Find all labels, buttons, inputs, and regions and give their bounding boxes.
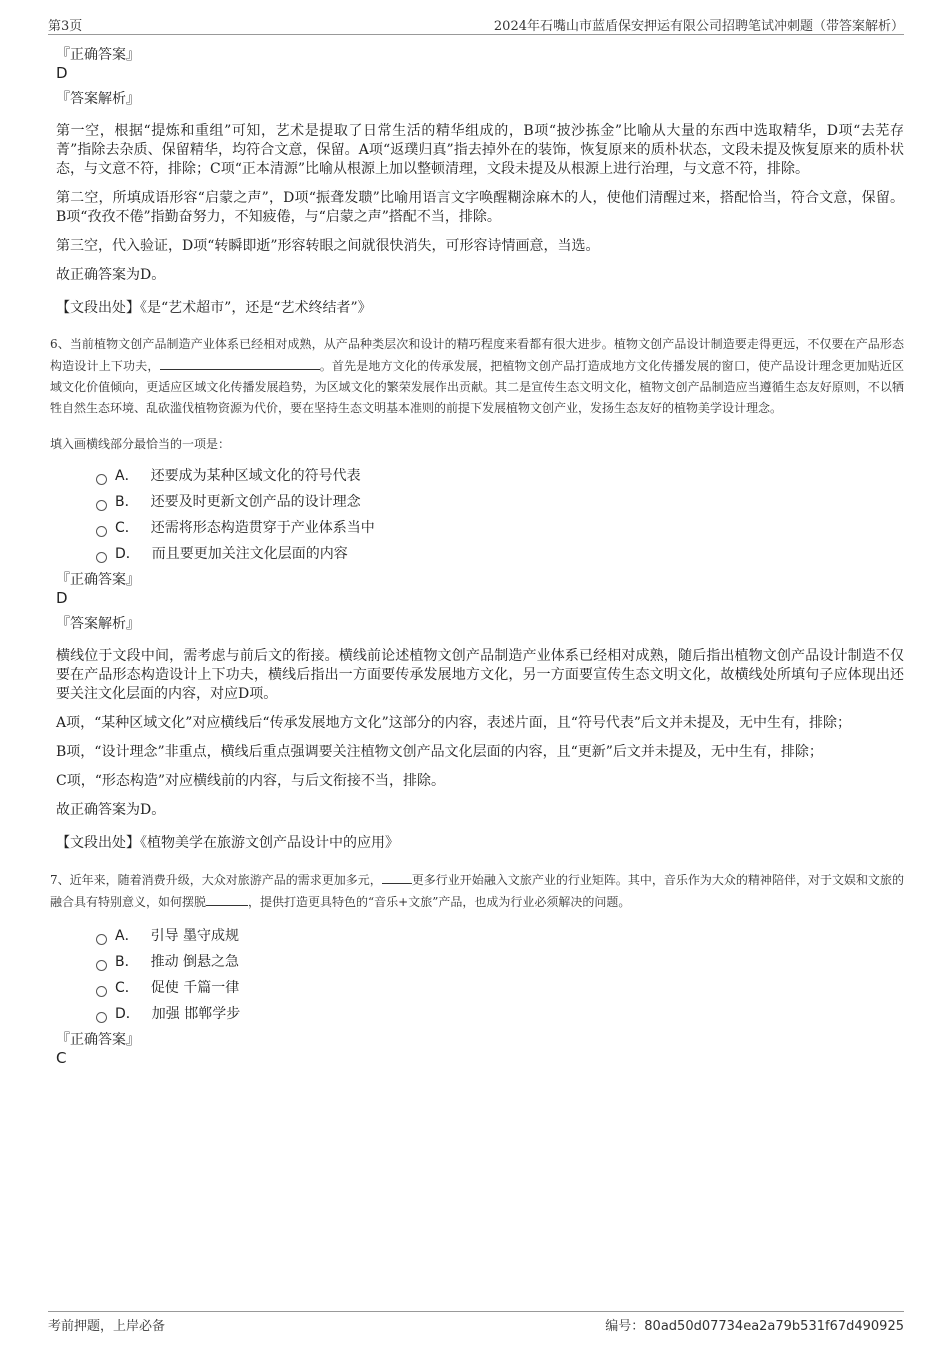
- answer-value: C: [56, 1049, 67, 1067]
- analysis-paragraph: 故正确答案为D。: [56, 802, 166, 818]
- fill-blank: [206, 891, 248, 906]
- passage-source: 【文段出处】《是“艺术超市”，还是“艺术终结者”》: [56, 300, 372, 316]
- radio-icon[interactable]: [96, 1012, 107, 1023]
- question-7: [50, 869, 904, 1067]
- answer-label: 『正确答案』: [56, 572, 140, 588]
- analysis-paragraph: 第二空，所填成语形容“启蒙之声”，D项“振聋发聩”比喻用语言文字唤醒糊涂麻木的人，使他们清醒过来，搭配恰当，符合文意，保留。B项“孜孜不倦”指勤奋努力，不知疲倦，与“启蒙之声”搭配不当，排除。: [56, 190, 904, 225]
- question-6: [50, 334, 904, 853]
- option-d[interactable]: D． 加强 邯郸学步: [96, 1005, 904, 1023]
- analysis-label: 『答案解析』: [56, 91, 140, 107]
- option-b[interactable]: B． 推动 倒悬之急: [96, 953, 904, 971]
- analysis-paragraph: B项，“设计理念”非重点，横线后重点强调要关注植物文创产品文化层面的内容，且“更新”后文并未提及，无中生有，排除；: [56, 744, 823, 760]
- q5-answer-block: [56, 46, 904, 318]
- analysis-paragraph: A项，“某种区域文化”对应横线后“传承发展地方文化”这部分的内容，表述片面，且“符号代表”后文并未提及，无中生有，排除；: [56, 715, 852, 731]
- option-c[interactable]: C． 促使 千篇一律: [96, 979, 904, 997]
- analysis-paragraph: C项，“形态构造”对应横线前的内容，与后文衔接不当，排除。: [56, 773, 446, 789]
- page-number: 第3页: [48, 19, 83, 34]
- radio-icon[interactable]: [96, 526, 107, 537]
- question-stem: 6、当前植物文创产品制造产业体系已经相对成熟，从产品种类层次和设计的精巧程度来看都有很大进步。植物文创产品设计制造要走得更远，不仅要在产品形态构造设计上下功夫， 。首先是地方文化的传承发展，把植物文创产品打造成地方文化传播发展的窗口，使产品设计理念更加贴近区域文化价值倾向，更适应区域文化传播发展趋势，为区域文化的繁荣发展作出贡献。其二是宣传生态文明文化，植物文创产品制造应当遵循生态友好原则，不以牺牲自然生态环境、乱砍滥伐植物资源为代价，要在坚持生态文明基本准则的前提下发展植物文创产业，发扬生态友好的植物美学设计理念。: [50, 337, 904, 415]
- answer-label: 『正确答案』: [56, 47, 140, 63]
- analysis-paragraph: 第一空，根据“提炼和重组”可知，艺术是提取了日常生活的精华组成的，B项“披沙拣金”比喻从大量的东西中选取精华，D项“去芜存菁”指除去杂质、保留精华，均符合文意，保留。A项“返璞归真”指去掉外在的装饰，恢复原来的质朴状态，文段未提及恢复原来的质朴状态，与文意不符，排除；C项“正本清源”比喻从根源上加以整顿清理，文段未提及从根源上进行治理，与文意不符，排除。: [56, 123, 904, 177]
- radio-icon[interactable]: [96, 986, 107, 997]
- option-list: [96, 927, 904, 1023]
- radio-icon[interactable]: [96, 552, 107, 563]
- answer-value: D: [56, 589, 68, 607]
- page-footer: [48, 1311, 904, 1334]
- fill-blank: [382, 869, 412, 884]
- radio-icon[interactable]: [96, 934, 107, 945]
- document-code: [605, 1315, 904, 1334]
- answer-value: D: [56, 64, 68, 82]
- option-a[interactable]: A． 引导 墨守成规: [96, 927, 904, 945]
- option-b[interactable]: B． 还要及时更新文创产品的设计理念: [96, 493, 904, 511]
- page-header: [48, 10, 904, 35]
- footer-slogan: 考前押题，上岸必备: [48, 1319, 166, 1334]
- question-prompt: 填入画横线部分最恰当的一项是：: [50, 437, 231, 451]
- passage-source: 【文段出处】《植物美学在旅游文创产品设计中的应用》: [56, 835, 399, 851]
- fill-blank: [160, 355, 320, 370]
- document-title: 2024年石嘴山市蓝盾保安押运有限公司招聘笔试冲刺题（带答案解析）: [493, 19, 904, 34]
- question-stem: 7、近年来，随着消费升级，大众对旅游产品的需求更加多元， 更多行业开始融入文旅产业的行业矩阵。其中，音乐作为大众的精神陪伴，对于文娱和文旅的融合具有特别意义，如何摆脱 ，提供打造更具特色的“音乐+文旅”产品，也成为行业必须解决的问题。: [50, 869, 904, 913]
- code-value: 80ad50d07734ea2a79b531f67d490925: [644, 1319, 904, 1334]
- option-list: [96, 467, 904, 563]
- radio-icon[interactable]: [96, 500, 107, 511]
- analysis-paragraph: 第三空，代入验证，D项“转瞬即逝”形容转眼之间就很快消失，可形容诗情画意，当选。: [56, 238, 600, 254]
- page-content: [50, 46, 904, 1075]
- code-label: 编号：: [605, 1319, 645, 1334]
- analysis-paragraph: 横线位于文段中间，需考虑与前后文的衔接。横线前论述植物文创产品制造产业体系已经相对成熟，随后指出植物文创产品设计制造不仅要在产品形态构造设计上下功夫，横线后指出一方面要传承发展地方文化，另一方面要宣传生态文明文化，故横线处所填句子应体现出还要关注文化层面的内容，对应D项。: [56, 648, 904, 702]
- option-a[interactable]: A． 还要成为某种区域文化的符号代表: [96, 467, 904, 485]
- answer-label: 『正确答案』: [56, 1032, 140, 1048]
- analysis-paragraph: 故正确答案为D。: [56, 267, 166, 283]
- option-c[interactable]: C． 还需将形态构造贯穿于产业体系当中: [96, 519, 904, 537]
- radio-icon[interactable]: [96, 960, 107, 971]
- radio-icon[interactable]: [96, 474, 107, 485]
- analysis-label: 『答案解析』: [56, 616, 140, 632]
- option-d[interactable]: D． 而且要更加关注文化层面的内容: [96, 545, 904, 563]
